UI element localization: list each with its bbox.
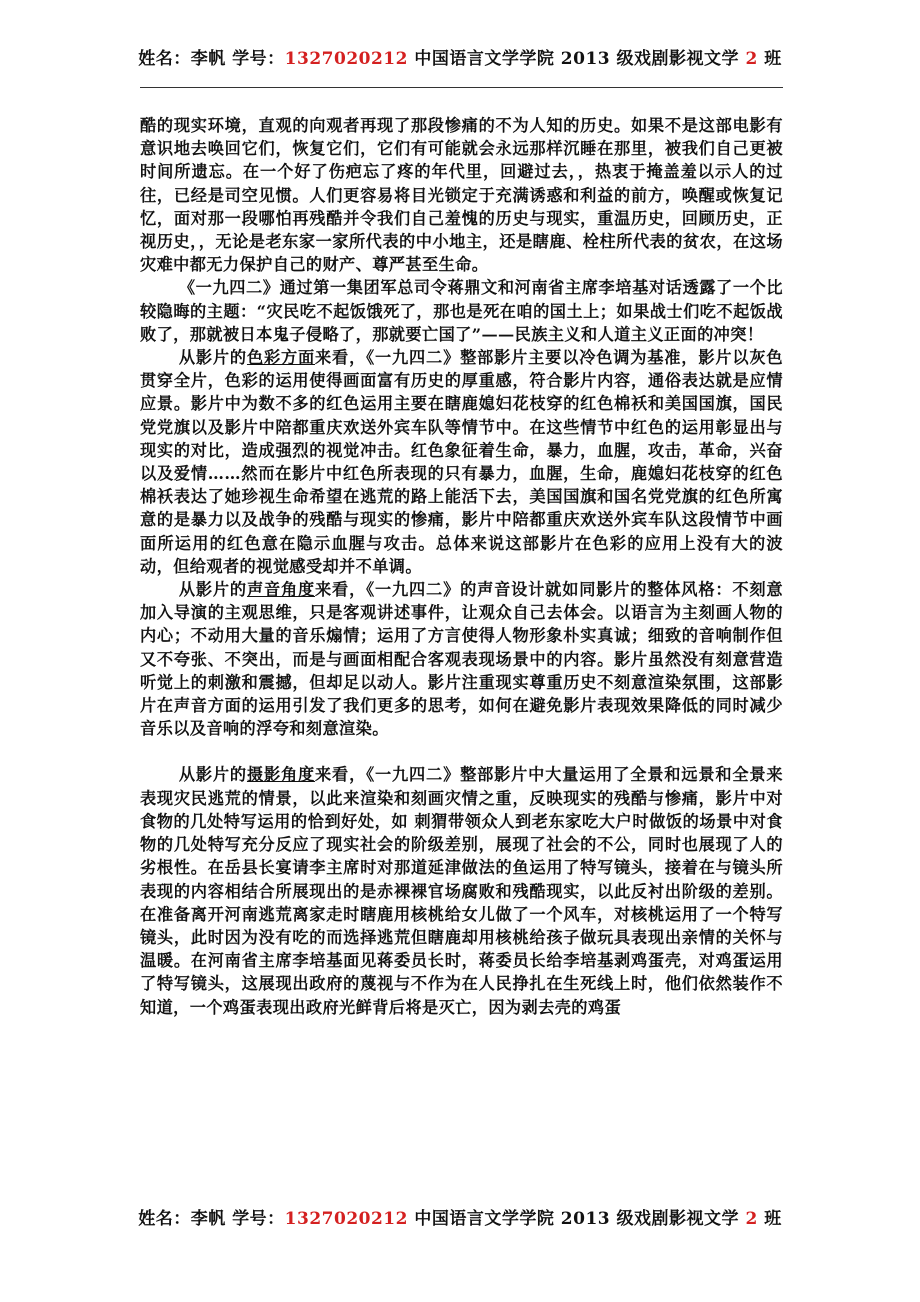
footer-id-label: 学号： bbox=[232, 1209, 285, 1229]
page-body bbox=[140, 114, 783, 1019]
header-class-suffix: 班 bbox=[764, 49, 782, 69]
page-footer bbox=[0, 1204, 920, 1229]
paragraph-history: 酷的现实环境，直观的向观者再现了那段惨痛的不为人知的历史。如果不是这部电影有意识地去唤回它们，恢复它们，它们有可能就会永远那样沉睡在那里，被我们自己更被时间所遗忘。在一个好了伤疤忘了疼的年代里，回避过去，，热衷于掩盖羞以示人的过往，已经是司空见惯。人们更容易将目光锁定于充满诱惑和利益的前方，唤醒或恢复记忆，面对那一段哪怕再残酷并令我们自己羞愧的历史与现实，重温历史，回顾历史，正视历史，，无论是老东家一家所代表的中小地主，还是瞎鹿、栓柱所代表的贫农，在这场灾难中都无力保护自己的财产、尊严甚至生命。 bbox=[140, 116, 783, 275]
footer-class-suffix: 班 bbox=[764, 1209, 782, 1229]
page-header bbox=[0, 44, 920, 69]
sound-intro: 从影片的 bbox=[178, 580, 247, 600]
sound-term: 声音角度 bbox=[246, 580, 316, 600]
paragraph-theme: 《一九四二》通过第一集团军总司令蒋鼎文和河南省主席李培基对话透露了一个比较隐晦的主题：“灾民吃不起饭饿死了，那也是死在咱的国土上；如果战士们吃不起饭战败了，那就被日本鬼子侵略了，那就要亡国了”——民族主义和人道主义正面的冲突！ bbox=[140, 278, 783, 344]
header-class-number: 2 bbox=[745, 49, 758, 69]
header-id-number: 1327020212 bbox=[284, 49, 408, 69]
footer-school-class: 中国语言文学学院 2013 级戏剧影视文学 bbox=[414, 1209, 740, 1229]
camera-intro: 从影片的 bbox=[178, 765, 247, 785]
paragraph-camera bbox=[140, 763, 783, 1018]
header-school-class: 中国语言文学学院 2013 级戏剧影视文学 bbox=[414, 49, 740, 69]
color-text: 来看，《一九四二》整部影片主要以冷色调为基准，影片以灰色贯穿全片，色彩的运用使得画面富有历史的厚重感，符合影片内容，通俗表达就是应情应景。影片中为数不多的红色运用主要在瞎鹿媳妇花枝穿的红色棉袄和美国国旗，国民党党旗以及影片中陪都重庆欢送外宾车队等情节中。在这些情节中红色的运用彰显出与现实的对比，造成强烈的视觉冲击。红色象征着生命，暴力，血腥，攻击，革命，兴奋以及爱情……然而在影片中红色所表现的只有暴力，血腥，生命，鹿媳妇花枝穿的红色棉袄表达了她珍视生命希望在逃荒的路上能活下去，美国国旗和国名党党旗的红色所寓意的是暴力以及战争的残酷与现实的惨痛，影片中陪都重庆欢送外宾车队这段情节中画面所运用的红色意在隐示血腥与攻击。总体来说这部影片在色彩的应用上没有大的波动，但给观者的视觉感受却并不单调。 bbox=[140, 348, 783, 576]
footer-name: 姓名：李帆 bbox=[138, 1209, 226, 1229]
footer-id-number: 1327020212 bbox=[284, 1209, 408, 1229]
footer-class-number: 2 bbox=[745, 1209, 758, 1229]
color-intro: 从影片的 bbox=[178, 348, 247, 368]
header-id-label: 学号： bbox=[232, 49, 285, 69]
header-name: 姓名：李帆 bbox=[138, 49, 226, 69]
camera-term: 摄影角度 bbox=[246, 765, 316, 785]
paragraph-color bbox=[140, 346, 783, 578]
header-rule bbox=[140, 87, 783, 88]
sound-text: 来看，《一九四二》的声音设计就如同影片的整体风格：不刻意加入导演的主观思维，只是客观讲述事件，让观众自己去体会。以语言为主刻画人物的内心；不动用大量的音乐煽情；运用了方言使得人物形象朴实真诚；细致的音响制作但又不夸张、不突出，而是与画面相配合客观表现场景中的内容。影片虽然没有刻意营造听觉上的刺激和震撼，但却足以动人。影片注重现实尊重历史不刻意渲染氛围，这部影片在声音方面的运用引发了我们更多的思考，如何在避免影片表现效果降低的同时减少音乐以及音响的浮夸和刻意渲染。 bbox=[140, 580, 783, 739]
paragraph-sound bbox=[140, 578, 783, 740]
color-term: 色彩方面 bbox=[246, 348, 316, 368]
camera-text: 来看，《一九四二》整部影片中大量运用了全景和远景和全景来表现灾民逃荒的情景，以此来渲染和刻画灾情之重，反映现实的残酷与惨痛，影片中对食物的几处特写运用的恰到好处，如 刺猬带领众人到老东家吃大户时做饭的场景中对食物的几处特写充分反应了现实社会的阶级差别，展现了社会的不公，同时也展现了人的劣根性。在岳县长宴请李主席时对那道延津做法的鱼运用了特写镜头，接着在与镜头所表现的内容相结合所展现出的是赤裸裸官场腐败和残酷现实，以此反衬出阶级的差别。在准备离开河南逃荒离家走时瞎鹿用核桃给女儿做了一个风车，对核桃运用了一个特写镜头，此时因为没有吃的而选择逃荒但瞎鹿却用核桃给孩子做玩具表现出亲情的关怀与温暖。在河南省主席李培基面见蒋委员长时，蒋委员长给李培基剥鸡蛋壳，对鸡蛋运用了特写镜头，这展现出政府的蔑视与不作为在人民挣扎在生死线上时，他们依然装作不知道，一个鸡蛋表现出政府光鲜背后将是灭亡，因为剥去壳的鸡蛋 bbox=[140, 765, 783, 1017]
